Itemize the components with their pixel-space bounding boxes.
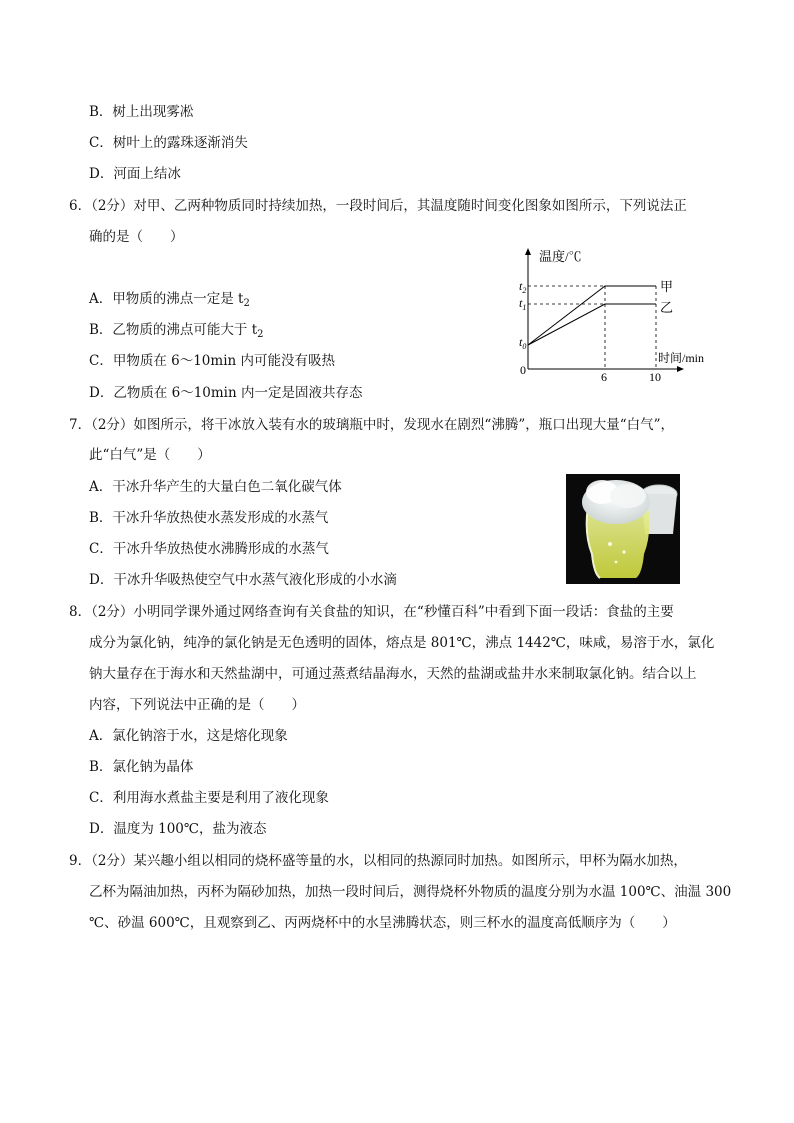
series-yi-line	[528, 304, 656, 345]
q6-stem-line2: 确的是（ ）	[89, 229, 184, 245]
series-yi-label: 乙	[660, 300, 674, 315]
q8-option-c: C．利用海水煮盐主要是利用了液化现象	[89, 790, 329, 806]
q7-stem-line1: 7．（2分）如图所示，将干冰放入装有水的玻璃瓶中时，发现水在剧烈“沸腾”，瓶口出现大量“白气”，	[69, 417, 675, 433]
series-jia-label: 甲	[660, 279, 674, 294]
q8-option-a: A．氯化钠溶于水，这是熔化现象	[89, 728, 288, 744]
y-axis-label: 温度/℃	[539, 249, 582, 264]
y-tick-t1: $t_1$	[519, 296, 527, 312]
q8-stem-line1: 8．（2分）小明同学课外通过网络查询有关食盐的知识，在“秒懂百科”中看到下面一段话：食盐的主要	[69, 604, 674, 620]
q8-stem-line3: 钠大量存在于海水和天然盐湖中，可通过蒸煮结晶海水，天然的盐湖或盐井水来制取氯化钠。结合以上	[89, 666, 697, 682]
dry-ice-glass-photo	[566, 474, 680, 584]
x-axis-arrow	[677, 366, 684, 372]
y-tick-t0: $t_0$	[519, 335, 527, 351]
q6-option-d: D．乙物质在 6～10min 内一定是固液共存态	[89, 385, 363, 401]
q6-option-b: B．乙物质的沸点可能大于 $t_2$	[89, 322, 264, 340]
q6-option-c: C．甲物质在 6～10min 内可能没有吸热	[89, 353, 335, 369]
q7-stem-line2: 此“白气”是（ ）	[89, 447, 211, 463]
option-c-prev: C．树叶上的露珠逐渐消失	[89, 135, 248, 151]
y-tick-t2: $t_2$	[519, 279, 527, 295]
q9-stem-line1: 9．（2分）某兴趣小组以相同的烧杯盛等量的水，以相同的热源同时加热。如图所示，甲杯为隔水加热，	[69, 853, 687, 869]
option-b-prev: B．树上出现雾凇	[89, 104, 194, 120]
q8-stem-line2: 成分为氯化钠，纯净的氯化钠是无色透明的固体，熔点是 801℃，沸点 1442℃，味咸，易溶于水，氯化	[89, 635, 715, 651]
option-d-prev: D．河面上结冰	[89, 166, 181, 182]
q9-stem-line2: 乙杯为隔油加热，丙杯为隔砂加热，加热一段时间后，测得烧杯外物质的温度分别为水温 100℃、油温 300	[89, 884, 732, 900]
series-jia-line	[528, 286, 656, 345]
x-axis-label: 时间/min	[658, 351, 705, 365]
q7-option-d: D．干冰升华吸热使空气中水蒸气液化形成的小水滴	[89, 572, 397, 588]
x-tick-10: 10	[649, 370, 661, 384]
origin-label: 0	[520, 363, 526, 377]
q6-stem-line1: 6．（2分）对甲、乙两种物质同时持续加热，一段时间后，其温度随时间变化图象如图所示，下列说法正	[69, 198, 687, 214]
q7-option-c: C．干冰升华放热使水沸腾形成的水蒸气	[89, 541, 329, 557]
x-tick-6: 6	[601, 370, 607, 384]
q8-option-b: B．氯化钠为晶体	[89, 759, 194, 775]
q9-stem-line3: ℃、砂温 600℃，且观察到乙、丙两烧杯中的水呈沸腾状态，则三杯水的温度高低顺序为（ ）	[89, 915, 676, 931]
q8-option-d: D．温度为 100℃，盐为液态	[89, 821, 267, 837]
q6-option-a: A．甲物质的沸点一定是 $t_2$	[89, 291, 250, 309]
y-axis-arrow	[525, 248, 531, 255]
temperature-time-graph	[508, 244, 728, 384]
q8-stem-line4: 内容，下列说法中正确的是（ ）	[89, 697, 305, 713]
q7-option-a: A．干冰升华产生的大量白色二氧化碳气体	[89, 479, 342, 495]
dry-ice-glass-illustration	[566, 474, 680, 584]
q7-option-b: B．干冰升华放热使水蒸发形成的水蒸气	[89, 510, 329, 526]
